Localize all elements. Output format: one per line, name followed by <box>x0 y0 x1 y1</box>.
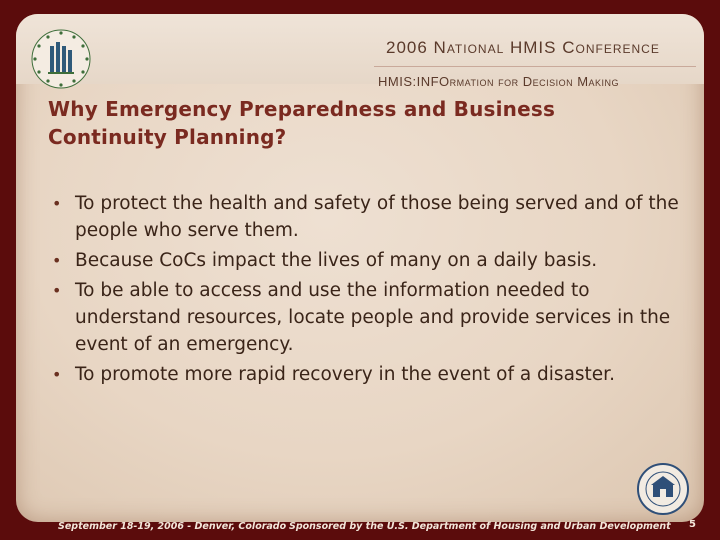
bullet-list <box>48 190 688 391</box>
list-item <box>48 361 688 388</box>
list-item <box>48 190 688 244</box>
page-number: 5 <box>689 519 696 530</box>
hud-logo-icon <box>30 28 92 90</box>
bullet-text: To protect the health and safety of those being served and of the people who serve them. <box>75 193 679 241</box>
bullet-text: Because CoCs impact the lives of many on a daily basis. <box>75 250 598 271</box>
list-item <box>48 277 688 358</box>
list-item <box>48 247 688 274</box>
bullet-dot-icon: • <box>52 365 62 384</box>
footer-date-location: September 18-19, 2006 - Denver, Colorado <box>58 521 287 532</box>
conference-title: 2006 National HMIS Conference <box>386 38 660 57</box>
bullet-dot-icon: • <box>52 251 62 270</box>
footer-sponsor: Sponsored by the U.S. Department of Housing and Urban Development <box>289 521 671 532</box>
slide-title: Why Emergency Preparedness and Business Continuity Planning? <box>48 97 556 149</box>
header-bar <box>16 14 704 89</box>
header-divider <box>374 66 696 67</box>
bullet-text: To promote more rapid recovery in the event of a disaster. <box>75 364 615 385</box>
bullet-text: To be able to access and use the information needed to understand resources, locate people and provide services in the event of an emergency. <box>75 280 671 355</box>
footer <box>0 519 720 540</box>
bullet-dot-icon: • <box>52 281 62 300</box>
bullet-dot-icon: • <box>52 194 62 213</box>
conference-tagline: HMIS:INFOrmation for Decision Making <box>378 74 620 89</box>
hud-seal-icon <box>636 462 690 516</box>
